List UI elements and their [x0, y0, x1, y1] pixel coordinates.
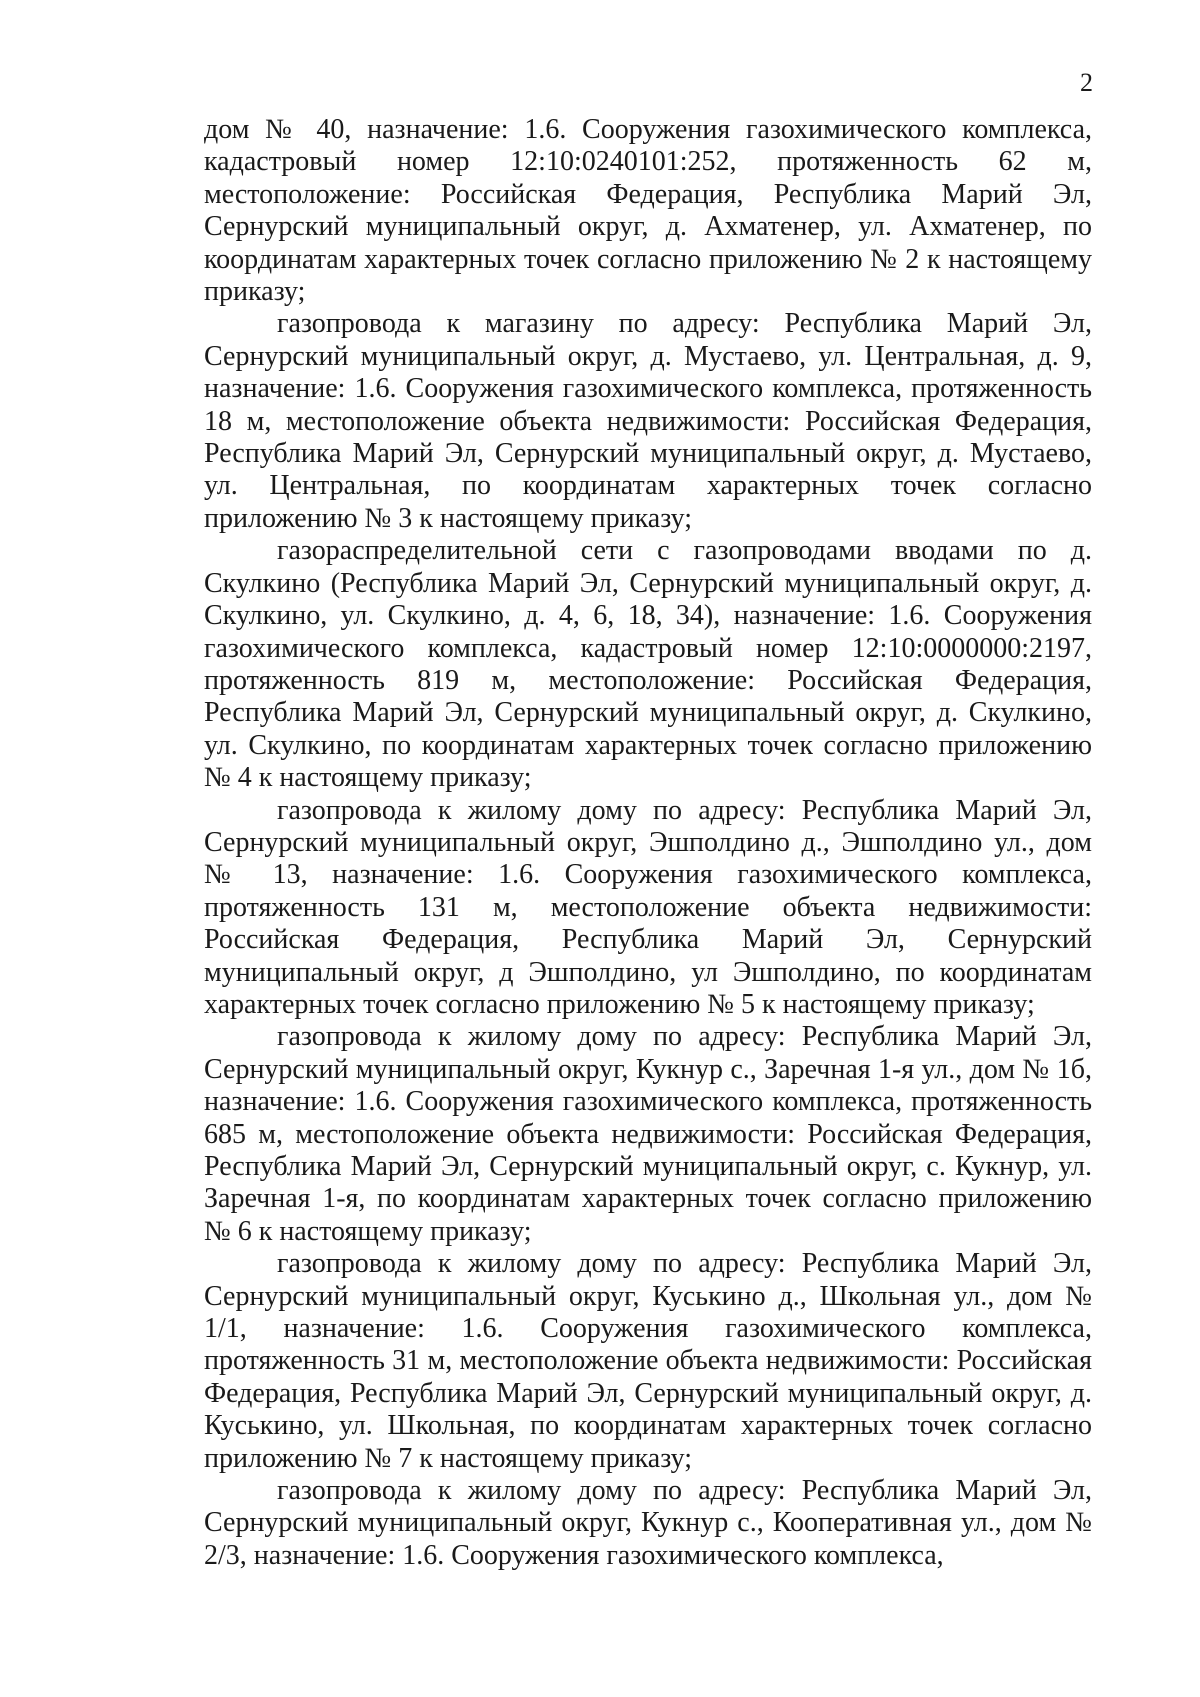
paragraph-skulkino: газораспределительной сети с газопроводами вводами по д. Скулкино (Республика Марий Эл, Сернурский муниципальный округ, д. Скулкино, ул. Скулкино, д. 4, 6, 18, 34), назначение: 1.6. Сооружения газохимического комплекса, кадастровый номер 12:10:0000000:2197, протяженность 819 м, местоположение: Российская Федерация, Республика Марий Эл, Сернурский муниципальный округ, д. Скулкино, ул. Скулкино, по координатам характерных точек согласно приложению № 4 к настоящему приказу;	[204, 535, 1092, 794]
document-body	[204, 114, 1092, 1572]
paragraph-kuknur-kooperativnaya: газопровода к жилому дому по адресу: Республика Марий Эл, Сернурский муниципальный округ, Кукнур с., Кооперативная ул., дом № 2/3, назначение: 1.6. Сооружения газохимического комплекса,	[204, 1475, 1092, 1571]
paragraph-eshpoldino: газопровода к жилому дому по адресу: Республика Марий Эл, Сернурский муниципальный округ, Эшполдино д., Эшполдино ул., дом № 13, назначение: 1.6. Сооружения газохимического комплекса, протяженность 131 м, местоположение объекта недвижимости: Российская Федерация, Республика Марий Эл, Сернурский муниципальный округ, д Эшполдино, ул Эшполдино, по координатам характерных точек согласно приложению № 5 к настоящему приказу;	[204, 794, 1092, 1020]
paragraph-mustaevo: газопровода к магазину по адресу: Республика Марий Эл, Сернурский муниципальный округ, д. Мустаево, ул. Центральная, д. 9, назначение: 1.6. Сооружения газохимического комплекса, протяженность 18 м, местоположение объекта недвижимости: Российская Федерация, Республика Марий Эл, Сернурский муниципальный округ, д. Мустаево, ул. Центральная, по координатам характерных точек согласно приложению № 3 к настоящему приказу;	[204, 308, 1092, 534]
paragraph-continuation: дом № 40, назначение: 1.6. Сооружения газохимического комплекса, кадастровый номер 12:10:0240101:252, протяженность 62 м, местоположение: Российская Федерация, Республика Марий Эл, Сернурский муниципальный округ, д. Ахматенер, ул. Ахматенер, по координатам характерных точек согласно приложению № 2 к настоящему приказу;	[204, 114, 1092, 308]
paragraph-kuskino: газопровода к жилому дому по адресу: Республика Марий Эл, Сернурский муниципальный округ, Куськино д., Школьная ул., дом № 1/1, назначение: 1.6. Сооружения газохимического комплекса, протяженность 31 м, местоположение объекта недвижимости: Российская Федерация, Республика Марий Эл, Сернурский муниципальный округ, д. Куськино, ул. Школьная, по координатам характерных точек согласно приложению № 7 к настоящему приказу;	[204, 1248, 1092, 1474]
page-number: 2	[1080, 68, 1093, 97]
paragraph-kuknur-zarechnaya: газопровода к жилому дому по адресу: Республика Марий Эл, Сернурский муниципальный округ, Кукнур с., Заречная 1-я ул., дом № 1б, назначение: 1.6. Сооружения газохимического комплекса, протяженность 685 м, местоположение объекта недвижимости: Российская Федерация, Республика Марий Эл, Сернурский муниципальный округ, с. Кукнур, ул. Заречная 1-я, по координатам характерных точек согласно приложению № 6 к настоящему приказу;	[204, 1021, 1092, 1247]
